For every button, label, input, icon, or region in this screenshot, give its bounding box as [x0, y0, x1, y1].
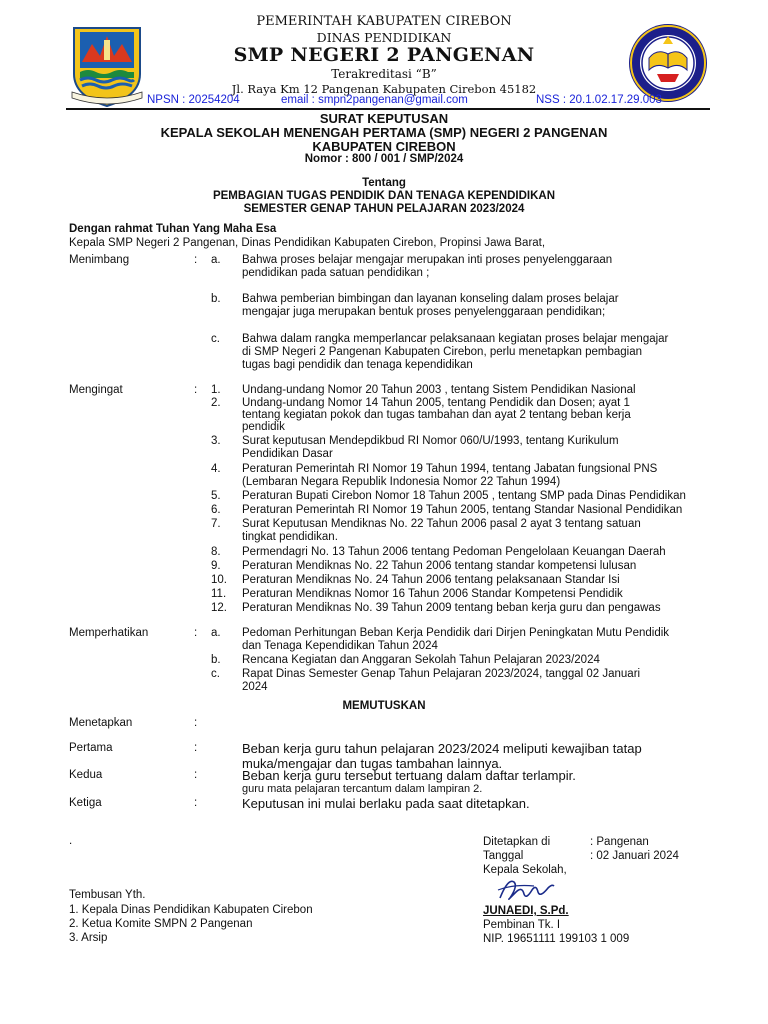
mengingat-5-line1: Peraturan Bupati Cirebon Nomor 18 Tahun 2005 , tentang SMP pada Dinas Pendidikan: [242, 490, 686, 502]
signatory-role: Kepala Sekolah,: [483, 864, 567, 876]
mengingat-marker-5: 5.: [211, 490, 221, 502]
mengingat-7-line1: Surat Keputusan Mendiknas No. 22 Tahun 2006 pasal 2 ayat 3 tentang satuan: [242, 518, 641, 530]
tanggal-label: Tanggal: [483, 850, 524, 862]
mengingat-colon: :: [194, 384, 198, 396]
mengingat-9-line1: Peraturan Mendiknas No. 22 Tahun 2006 tentang standar kompetensi lulusan: [242, 560, 637, 572]
menimbang-marker-c: c.: [211, 333, 220, 345]
memperhatikan-marker-a: a.: [211, 627, 221, 639]
menimbang-c-line3: tugas bagi pendidik dan tenaga kependidikan: [242, 359, 473, 371]
tembusan-item: 1. Kepala Dinas Pendidikan Kabupaten Cirebon: [69, 904, 313, 916]
mengingat-marker-10: 10.: [211, 574, 227, 586]
memperhatikan-colon: :: [194, 627, 198, 639]
letterhead-school-name: SMP NEGERI 2 PANGENAN: [233, 44, 535, 66]
menimbang-b-line1: Bahwa pemberian bimbingan dan layanan konseling dalam proses belajar: [242, 293, 619, 305]
mengingat-2-line2: tentang kegiatan pokok dan tugas tambahan dan ayat 2 tentang beban kerja: [242, 409, 631, 421]
memperhatikan-marker-b: b.: [211, 654, 221, 666]
mengingat-11-line1: Peraturan Mendiknas Nomor 16 Tahun 2006 Standar Kompetensi Pendidik: [242, 588, 623, 600]
mengingat-label: Mengingat: [69, 384, 123, 396]
memperhatikan-a-line2: dan Tenaga Kependidikan Tahun 2024: [242, 640, 438, 652]
mengingat-2-line1: Undang-undang Nomor 14 Tahun 2005, tentang Pendidik dan Dosen; ayat 1: [242, 397, 630, 409]
signatory-nip: NIP. 19651111 199103 1 009: [483, 933, 630, 945]
ditetapkan-label: Ditetapkan di: [483, 836, 551, 848]
mengingat-marker-9: 9.: [211, 560, 221, 572]
letterhead-agency: DINAS PENDIDIKAN: [316, 30, 452, 45]
menetapkan-label: Menetapkan: [69, 717, 133, 729]
pertama-line2: muka/mengajar dan tugas tambahan lainnya.: [242, 756, 503, 771]
letterhead-government: PEMERINTAH KABUPATEN CIREBON: [256, 14, 512, 29]
letterhead-accreditation: Terakreditasi “B”: [331, 67, 437, 81]
pertama-line1: Beban kerja guru tahun pelajaran 2023/2024 meliputi kewajiban tatap: [242, 741, 642, 756]
memperhatikan-c-line1: Rapat Dinas Semester Genap Tahun Pelajaran 2023/2024, tanggal 02 Januari: [242, 668, 641, 680]
menimbang-marker-b: b.: [211, 293, 221, 305]
ketiga-colon: :: [194, 797, 198, 809]
mengingat-12-line1: Peraturan Mendiknas No. 39 Tahun 2009 tentang beban kerja guru dan pengawas: [242, 602, 661, 614]
menimbang-a-line1: Bahwa proses belajar mengajar merupakan inti proses penyelenggaraan: [242, 254, 613, 266]
menimbang-c-line2: di SMP Negeri 2 Pangenan Kabupaten Cirebon, perlu menetapkan pembagian: [242, 346, 643, 358]
kedua-label: Kedua: [69, 769, 103, 781]
decree-issuer: KEPALA SEKOLAH MENENGAH PERTAMA (SMP) NEGERI 2 PANGENAN: [160, 125, 608, 140]
mengingat-7-line2: tingkat pendidikan.: [242, 531, 338, 543]
mengingat-2-line3: pendidik: [242, 421, 285, 433]
menimbang-a-line2: pendidikan pada satuan pendidikan ;: [242, 267, 430, 279]
letterhead-npsn: NPSN : 20254204: [147, 94, 240, 106]
decree-subject: PEMBAGIAN TUGAS PENDIDIK DAN TENAGA KEPENDIDIKAN: [212, 190, 556, 202]
tembusan-item: 3. Arsip: [69, 932, 108, 944]
mengingat-3-line2: Pendidikan Dasar: [242, 448, 333, 460]
mengingat-8-line1: Permendagri No. 13 Tahun 2006 tentang Pedoman Pengelolaan Keuangan Daerah: [242, 546, 666, 558]
pertama-colon: :: [194, 742, 198, 754]
pertama-label: Pertama: [69, 742, 113, 754]
menimbang-marker-a: a.: [211, 254, 221, 266]
tanggal-value: : 02 Januari 2024: [590, 850, 679, 862]
mengingat-6-line1: Peraturan Pemerintah RI Nomor 19 Tahun 2005, tentang Standar Nasional Pendidikan: [242, 504, 683, 516]
mengingat-10-line1: Peraturan Mendiknas No. 24 Tahun 2006 tentang pelaksanaan Standar Isi: [242, 574, 620, 586]
memperhatikan-a-line1: Pedoman Perhitungan Beban Kerja Pendidik dari Dirjen Peningkatan Mutu Pendidik: [242, 627, 670, 639]
decree-semester: SEMESTER GENAP TAHUN PELAJARAN 2023/2024: [243, 203, 525, 215]
menetapkan-colon: :: [194, 717, 198, 729]
menimbang-colon: :: [194, 254, 198, 266]
kedua-colon: :: [194, 769, 198, 781]
ketiga-line1: Keputusan ini mulai berlaku pada saat ditetapkan.: [242, 796, 530, 811]
mengingat-3-line1: Surat keputusan Mendepdikbud RI Nomor 060/U/1993, tentang Kurikulum: [242, 435, 619, 447]
signatory-name: JUNAEDI, S.Pd.: [483, 905, 569, 917]
decree-title: SURAT KEPUTUSAN: [319, 111, 449, 126]
letterhead-address: Jl. Raya Km 12 Pangenan Kabupaten Cirebon 45182: [231, 82, 537, 96]
menimbang-b-line2: mengajar juga merupakan bentuk proses penyelenggaraan pendidikan;: [242, 306, 606, 318]
memperhatikan-marker-c: c.: [211, 668, 220, 680]
mengingat-marker-11: 11.: [211, 588, 227, 600]
tembusan-item: 2. Ketua Komite SMPN 2 Pangenan: [69, 918, 253, 930]
menimbang-c-line1: Bahwa dalam rangka memperlancar pelaksanaan kegiatan proses belajar mengajar: [242, 333, 669, 345]
mengingat-marker-7: 7.: [211, 518, 221, 530]
mengingat-marker-3: 3.: [211, 435, 221, 447]
decree-about-label: Tentang: [362, 177, 406, 189]
tembusan-title: Tembusan Yth.: [69, 889, 146, 901]
principal-line: Kepala SMP Negeri 2 Pangenan, Dinas Pendidikan Kabupaten Cirebon, Propinsi Jawa Barat,: [69, 237, 546, 249]
mengingat-marker-6: 6.: [211, 504, 221, 516]
signatory-rank: Pembinan Tk. I: [483, 919, 561, 931]
memperhatikan-b-line1: Rencana Kegiatan dan Anggaran Sekolah Tahun Pelajaran 2023/2024: [242, 654, 600, 666]
mengingat-marker-12: 12.: [211, 602, 227, 614]
mengingat-marker-4: 4.: [211, 463, 221, 475]
kedua-line2: guru mata pelajaran tercantum dalam lampiran 2.: [242, 783, 483, 795]
mengingat-marker-2: 2.: [211, 397, 221, 409]
decree-number: Nomor : 800 / 001 / SMP/2024: [304, 153, 464, 165]
decree-regency: KABUPATEN CIREBON: [312, 139, 456, 154]
mengingat-marker-8: 8.: [211, 546, 221, 558]
mengingat-4-line1: Peraturan Pemerintah RI Nomor 19 Tahun 1994, tentang Jabatan fungsional PNS: [242, 463, 658, 475]
handwritten-signature-icon: [494, 872, 556, 906]
grace-line: Dengan rahmat Tuhan Yang Maha Esa: [69, 223, 277, 235]
mengingat-1-line1: Undang-undang Nomor 20 Tahun 2003 , tentang Sistem Pendidikan Nasional: [242, 384, 636, 396]
memperhatikan-c-line2: 2024: [242, 681, 268, 693]
letterhead-email: email : smpn2pangenan@gmail.com: [281, 94, 468, 106]
letterhead-divider: [66, 108, 710, 110]
letterhead-nss: NSS : 20.1.02.17.29.003: [536, 94, 662, 106]
menimbang-label: Menimbang: [69, 254, 130, 266]
ketiga-label: Ketiga: [69, 797, 102, 809]
ditetapkan-value: : Pangenan: [590, 836, 649, 848]
memperhatikan-label: Memperhatikan: [69, 627, 149, 639]
memutuskan-heading: MEMUTUSKAN: [342, 700, 426, 712]
mengingat-marker-1: 1.: [211, 384, 221, 396]
kedua-line1: Beban kerja guru tersebut tertuang dalam daftar terlampir.: [242, 768, 576, 783]
mengingat-4-line2: (Lembaran Negara Republik Indonesia Nomor 22 Tahun 1994): [242, 476, 561, 488]
stray-dot: .: [69, 835, 73, 847]
